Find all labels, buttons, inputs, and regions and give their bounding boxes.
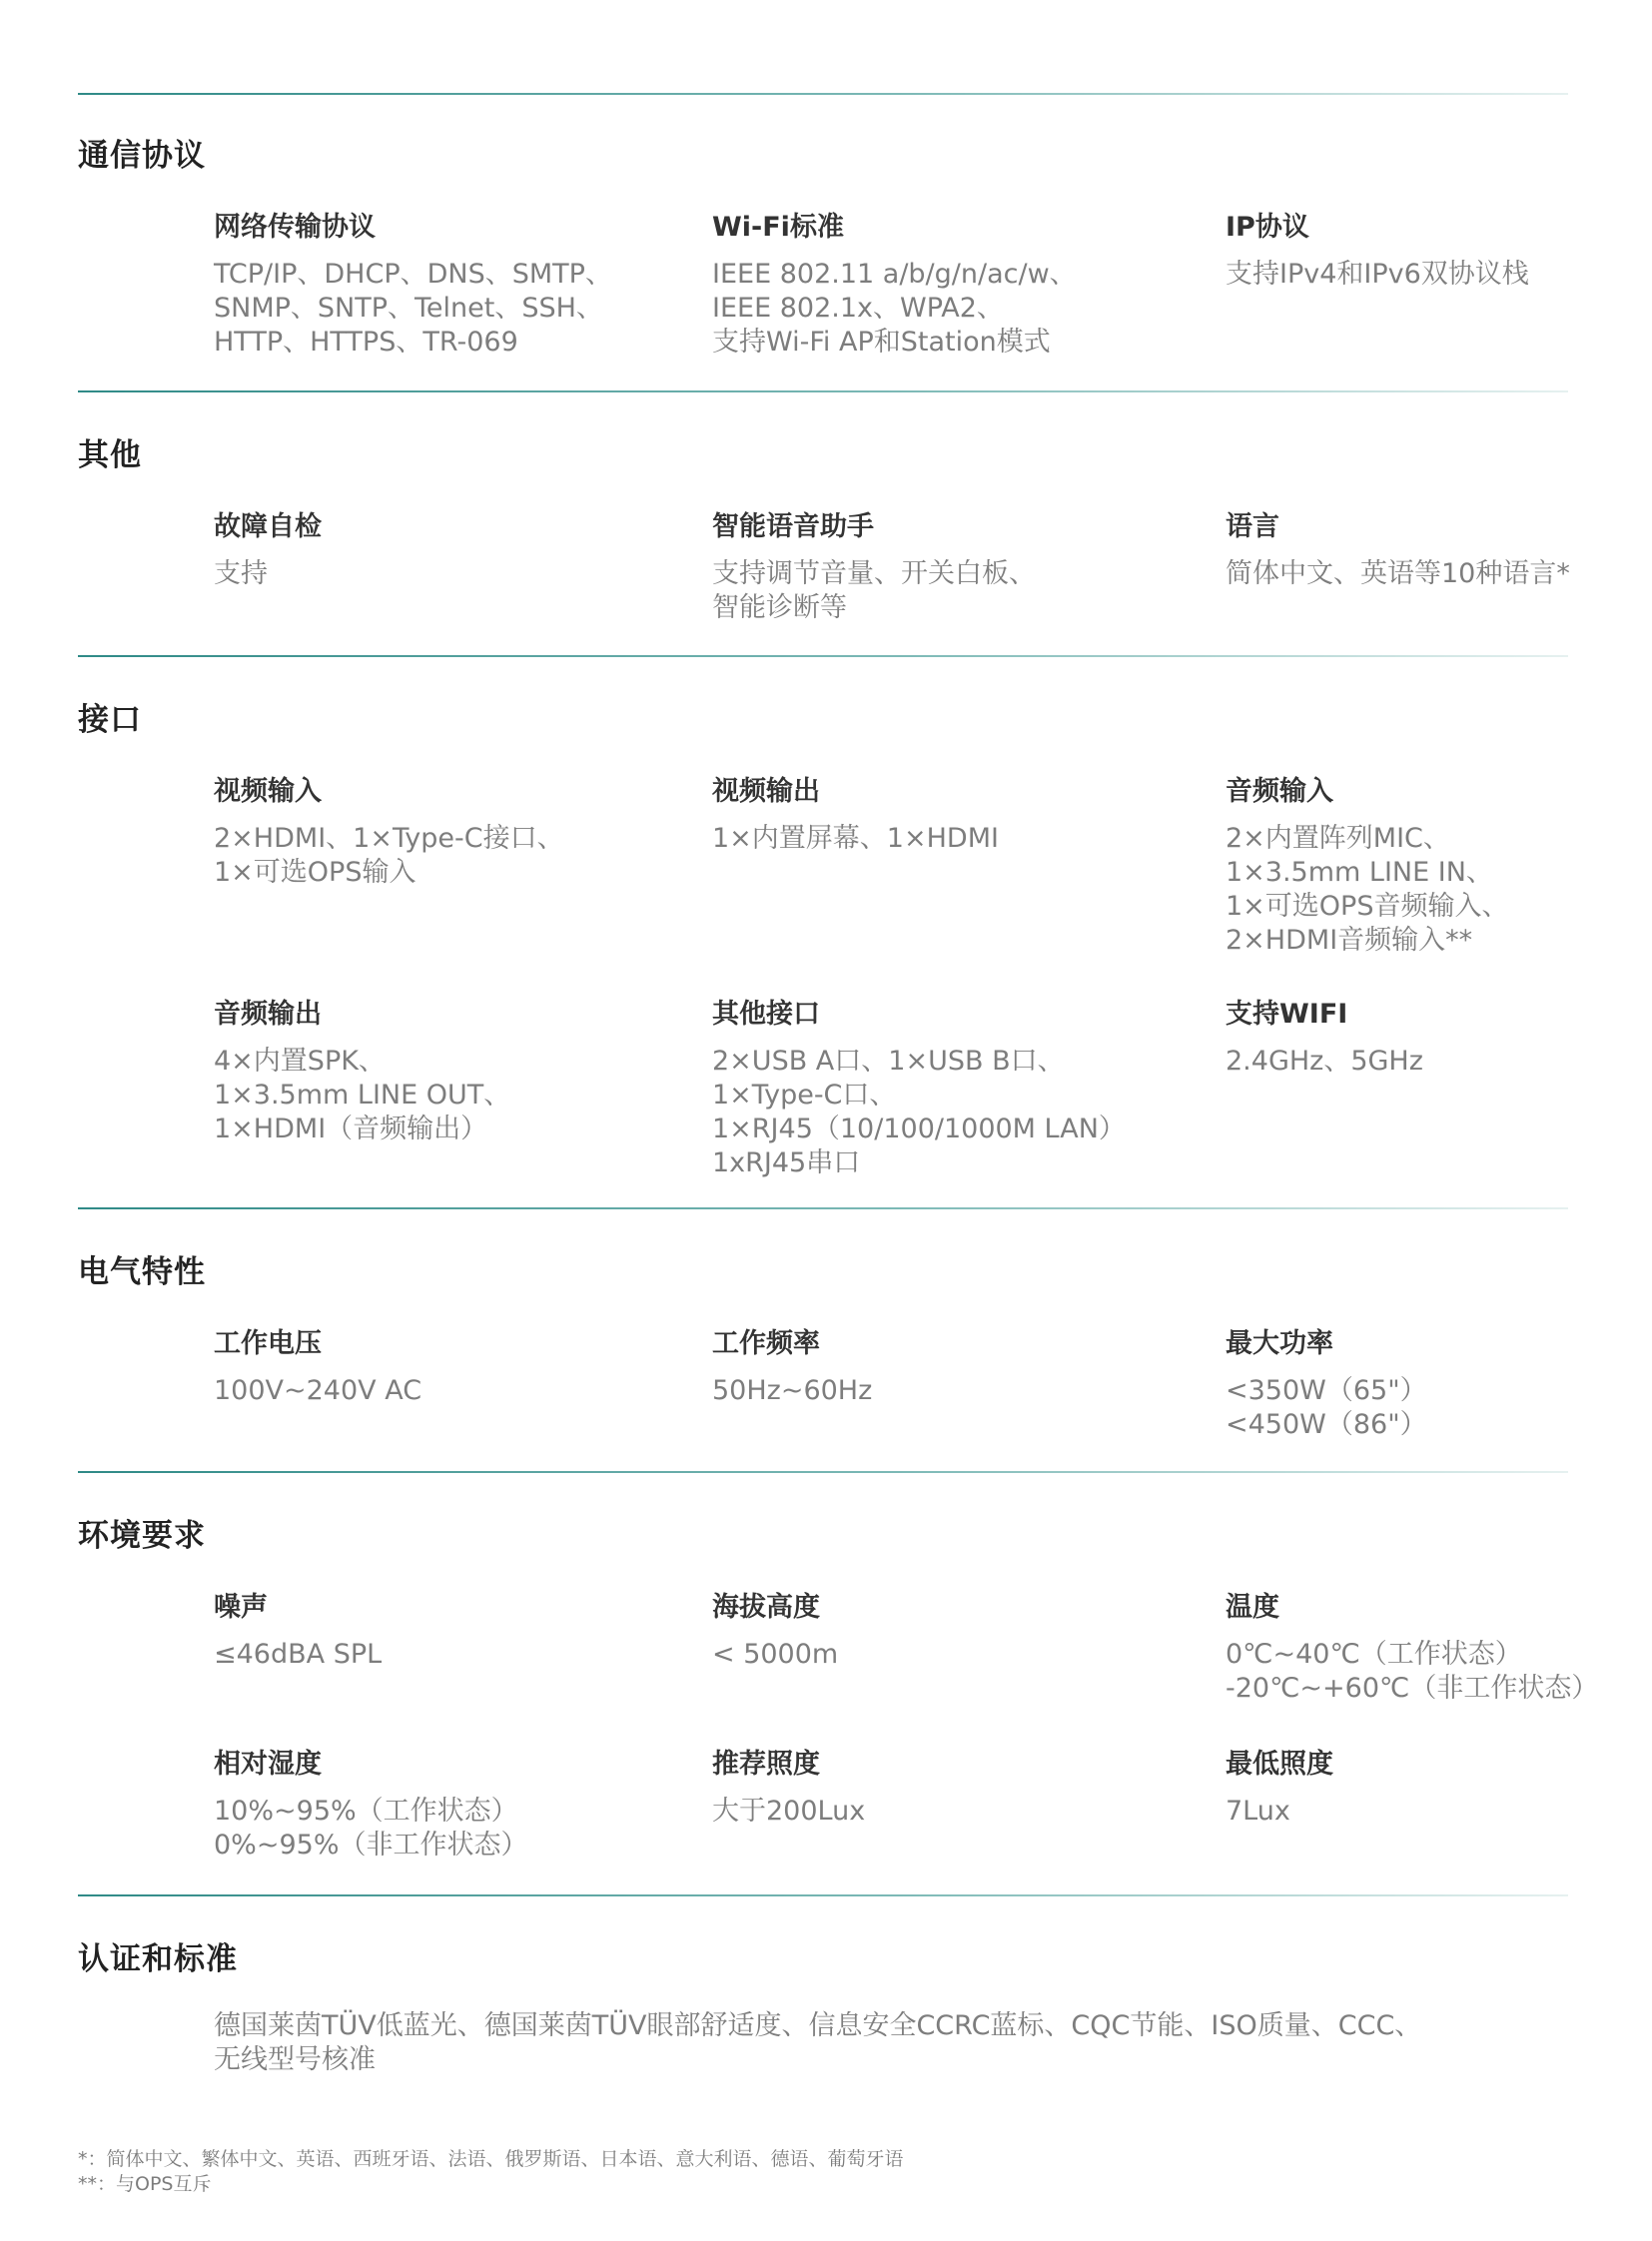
spec-value-line: 1×3.5mm LINE IN、 bbox=[1226, 857, 1493, 888]
spec-value-line: 1×HDMI（音频输出） bbox=[214, 1114, 488, 1144]
spec-label: 网络传输协议 bbox=[214, 212, 376, 243]
spec-value-line: <450W（86"） bbox=[1226, 1409, 1427, 1440]
section-title-certifications: 认证和标准 bbox=[78, 1941, 238, 1977]
spec-label: 视频输出 bbox=[712, 776, 820, 807]
spec-label: 推荐照度 bbox=[712, 1749, 820, 1780]
spec-value-line: IEEE 802.11 a/b/g/n/ac/w、 bbox=[712, 259, 1077, 290]
spec-value-line: 0%~95%（非工作状态） bbox=[214, 1830, 528, 1861]
spec-network-protocol bbox=[214, 205, 612, 360]
spec-label: 工作电压 bbox=[214, 1328, 322, 1359]
section-divider bbox=[78, 390, 1568, 392]
spec-label: 海拔高度 bbox=[712, 1592, 820, 1623]
spec-label: 最低照度 bbox=[1226, 1749, 1333, 1780]
section-divider bbox=[78, 655, 1568, 657]
spec-value-line: < 5000m bbox=[712, 1639, 839, 1670]
spec-label: 相对湿度 bbox=[214, 1749, 322, 1780]
section-divider bbox=[78, 1207, 1568, 1209]
spec-value-line: 10%~95%（工作状态） bbox=[214, 1796, 518, 1827]
spec-value-line: 2×HDMI、1×Type-C接口、 bbox=[214, 823, 564, 854]
spec-value-line: 50Hz~60Hz bbox=[712, 1375, 873, 1406]
spec-value-line: 7Lux bbox=[1226, 1796, 1290, 1827]
spec-value-line: 简体中文、英语等10种语言* bbox=[1226, 558, 1570, 589]
spec-label: Wi-Fi标准 bbox=[712, 212, 844, 243]
spec-label: 视频输入 bbox=[214, 776, 322, 807]
section-divider bbox=[78, 1471, 1568, 1473]
certification-text-line: 无线型号核准 bbox=[214, 2044, 376, 2075]
spec-self-diagnosis bbox=[214, 504, 322, 591]
spec-value-line: 1xRJ45串口 bbox=[712, 1147, 861, 1178]
spec-language bbox=[1226, 504, 1570, 591]
spec-value-line: HTTP、HTTPS、TR-069 bbox=[214, 327, 518, 358]
spec-video-input bbox=[214, 769, 564, 890]
section-divider bbox=[78, 1894, 1568, 1896]
spec-value-line: ≤46dBA SPL bbox=[214, 1639, 383, 1670]
spec-value-line: IEEE 802.1x、WPA2、 bbox=[712, 293, 1004, 324]
spec-audio-output bbox=[214, 992, 510, 1146]
spec-humidity bbox=[214, 1742, 527, 1863]
spec-value-line: 1×3.5mm LINE OUT、 bbox=[214, 1080, 511, 1111]
footnote-languages: *：简体中文、繁体中文、英语、西班牙语、法语、俄罗斯语、日本语、意大利语、德语、葡萄牙语 bbox=[78, 2148, 904, 2170]
spec-value-line: 1×RJ45（10/100/1000M LAN） bbox=[712, 1114, 1126, 1144]
spec-label: 工作频率 bbox=[712, 1328, 820, 1359]
section-title-interfaces: 接口 bbox=[78, 702, 142, 738]
spec-value-line: 支持 bbox=[214, 558, 268, 589]
spec-value-line: TCP/IP、DHCP、DNS、SMTP、 bbox=[214, 259, 612, 290]
spec-value-line: 0℃~40℃（工作状态） bbox=[1226, 1639, 1522, 1670]
spec-label: 音频输入 bbox=[1226, 776, 1333, 807]
spec-recommended-illuminance bbox=[712, 1742, 865, 1829]
spec-value-line: 支持IPv4和IPv6双协议栈 bbox=[1226, 259, 1529, 290]
spec-video-output bbox=[712, 769, 999, 856]
spec-value-line: 1×可选OPS输入 bbox=[214, 857, 416, 888]
spec-label: 温度 bbox=[1226, 1592, 1279, 1623]
spec-value-line: 100V~240V AC bbox=[214, 1375, 422, 1406]
spec-audio-input bbox=[1226, 769, 1508, 958]
spec-value-line: 支持调节音量、开关白板、 bbox=[712, 558, 1036, 589]
spec-value-line: 4×内置SPK、 bbox=[214, 1046, 386, 1077]
spec-other-ports bbox=[712, 992, 1126, 1180]
spec-value-line: <350W（65"） bbox=[1226, 1375, 1427, 1406]
spec-value-line: SNMP、SNTP、Telnet、SSH、 bbox=[214, 293, 603, 324]
spec-value-line: 大于200Lux bbox=[712, 1796, 866, 1827]
spec-frequency bbox=[712, 1321, 872, 1408]
section-title-protocols: 通信协议 bbox=[78, 138, 206, 174]
spec-wifi-support bbox=[1226, 992, 1423, 1079]
spec-label: IP协议 bbox=[1226, 212, 1309, 243]
section-divider bbox=[78, 93, 1568, 95]
spec-label: 噪声 bbox=[214, 1592, 268, 1623]
spec-noise bbox=[214, 1585, 382, 1672]
spec-value-line: 支持Wi-Fi AP和Station模式 bbox=[712, 327, 1051, 358]
spec-value-line: 2×USB A口、1×USB B口、 bbox=[712, 1046, 1065, 1077]
section-title-other: 其他 bbox=[78, 437, 142, 473]
certification-text-line: 德国莱茵TÜV低蓝光、德国莱茵TÜV眼部舒适度、信息安全CCRC蓝标、CQC节能、ISO质量、CCC、 bbox=[214, 2010, 1422, 2041]
spec-wifi-standard bbox=[712, 205, 1077, 360]
spec-value-line: 1×Type-C口、 bbox=[712, 1080, 897, 1111]
spec-value-line: -20℃~+60℃（非工作状态） bbox=[1226, 1673, 1599, 1704]
spec-label: 智能语音助手 bbox=[712, 511, 874, 542]
spec-label: 最大功率 bbox=[1226, 1328, 1333, 1359]
spec-label: 故障自检 bbox=[214, 511, 322, 542]
spec-value-line: 2.4GHz、5GHz bbox=[1226, 1046, 1423, 1077]
spec-voltage bbox=[214, 1321, 421, 1408]
spec-min-illuminance bbox=[1226, 1742, 1333, 1829]
spec-label: 音频输出 bbox=[214, 999, 322, 1030]
spec-voice-assistant bbox=[712, 504, 1036, 625]
spec-max-power bbox=[1226, 1321, 1427, 1442]
footnote-ops-exclusive: **：与OPS互斥 bbox=[78, 2173, 212, 2195]
spec-value-line: 1×内置屏幕、1×HDMI bbox=[712, 823, 999, 854]
spec-temperature bbox=[1226, 1585, 1598, 1706]
spec-label: 支持WIFI bbox=[1226, 999, 1348, 1030]
spec-label: 其他接口 bbox=[712, 999, 820, 1030]
spec-ip-protocol bbox=[1226, 205, 1529, 292]
section-title-electrical: 电气特性 bbox=[78, 1254, 206, 1290]
spec-altitude bbox=[712, 1585, 838, 1672]
spec-label: 语言 bbox=[1226, 511, 1279, 542]
spec-value-line: 2×内置阵列MIC、 bbox=[1226, 823, 1450, 854]
spec-value-line: 2×HDMI音频输入** bbox=[1226, 925, 1473, 956]
spec-value-line: 1×可选OPS音频输入、 bbox=[1226, 891, 1509, 922]
spec-value-line: 智能诊断等 bbox=[712, 592, 847, 623]
section-title-environment: 环境要求 bbox=[78, 1518, 206, 1554]
